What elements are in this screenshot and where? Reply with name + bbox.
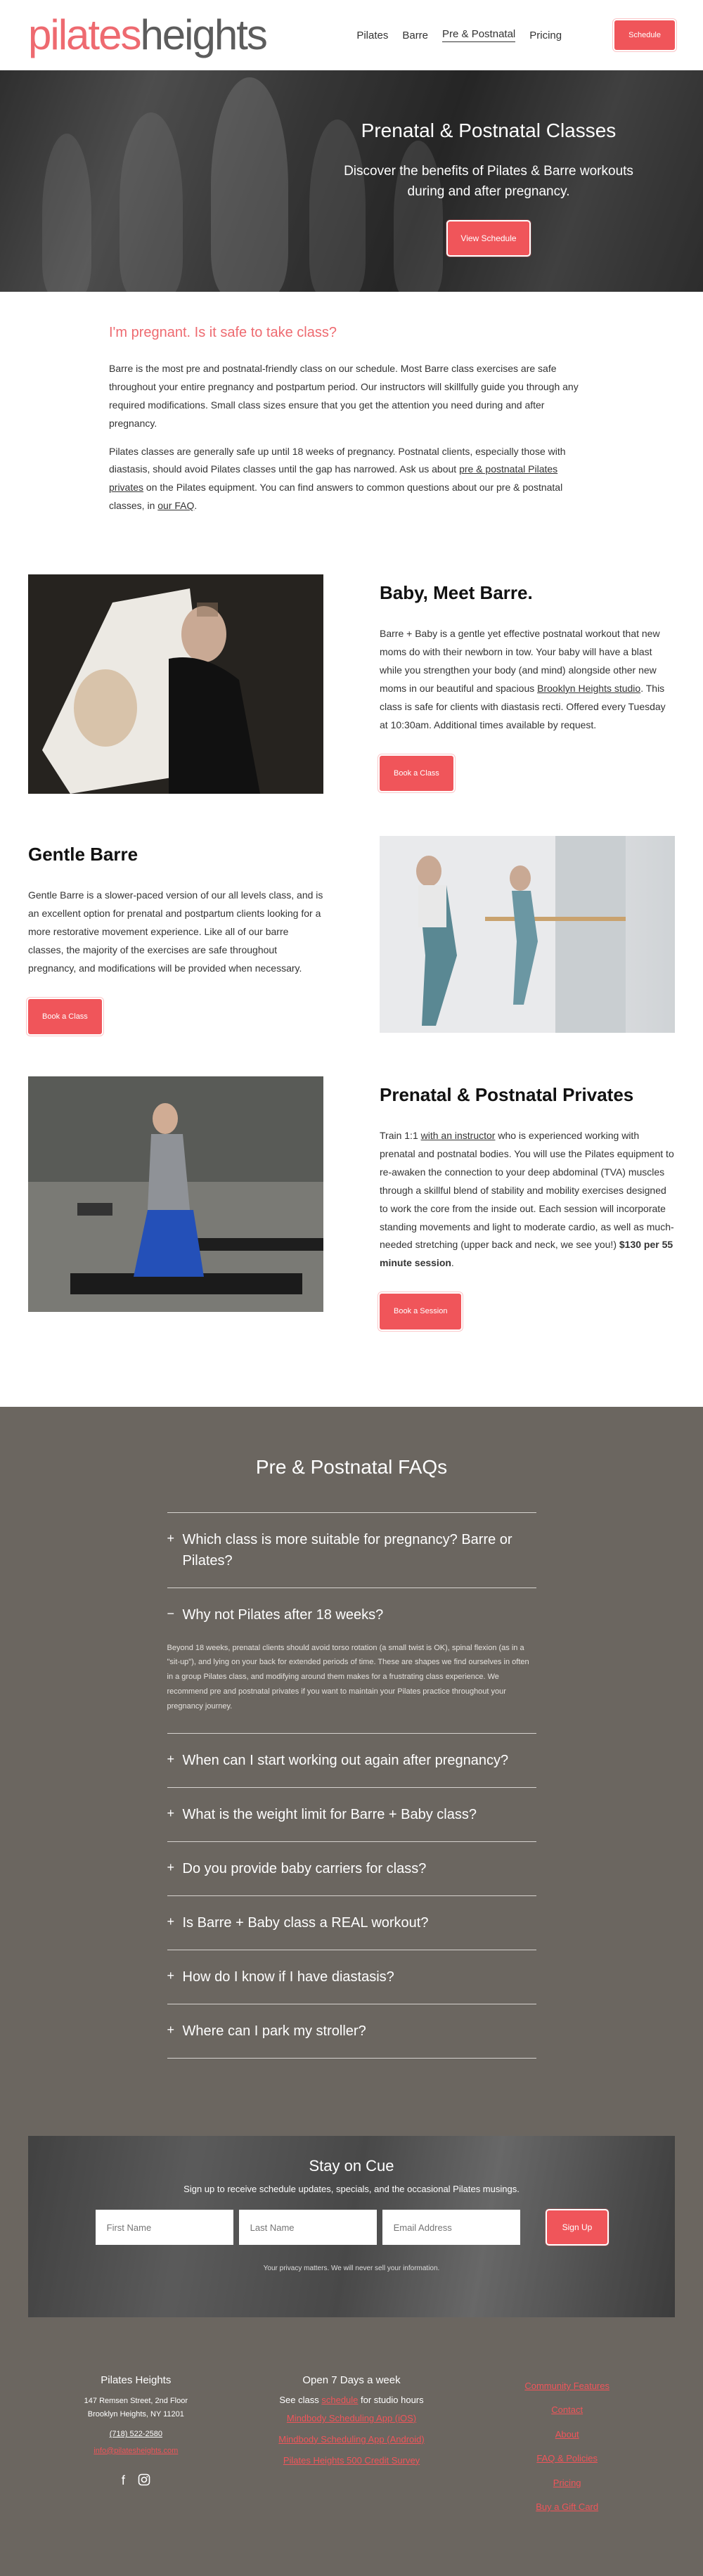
first-name-field[interactable] <box>96 2210 233 2245</box>
gentle-barre-text: Gentle Barre is a slower-paced version of our all levels class, and is an excellent option for prenatal and postpartum clients looking for a more restorative movement experience. Like all of our barre classes, the majority of the exercises are safe throughout pregnancy, and modifications will be provided when necessary. <box>28 889 323 974</box>
instructor-link[interactable]: with an instructor <box>420 1130 496 1142</box>
faq-item[interactable] <box>167 1842 536 1896</box>
faq-question: Do you provide baby carriers for class? <box>182 1861 427 1877</box>
schedule-button[interactable]: Schedule <box>614 20 675 50</box>
nav-pilates[interactable]: Pilates <box>356 29 389 41</box>
facebook-icon[interactable]: f <box>121 2473 125 2487</box>
gentle-barre-photo <box>380 836 675 1033</box>
newsletter-subtitle: Sign up to receive schedule updates, specials, and the occasional Pilates musings. <box>183 2184 520 2195</box>
faq-item[interactable] <box>167 2004 536 2059</box>
footer-contact-link[interactable]: Contact <box>551 2404 583 2416</box>
footer-address-1: 147 Remsen Street, 2nd Floor <box>84 2397 188 2406</box>
book-session-button[interactable]: Book a Session <box>380 1294 461 1329</box>
social-links <box>28 2473 244 2490</box>
book-class-button-baby[interactable]: Book a Class <box>380 756 453 791</box>
footer-faq-link[interactable]: FAQ & Policies <box>536 2453 598 2464</box>
footer-schedule-link[interactable]: schedule <box>321 2395 359 2406</box>
privates-link[interactable]: pre & postnatal Pilates privates <box>109 463 558 494</box>
faq-item[interactable] <box>167 1513 536 1588</box>
footer-community-link[interactable]: Community Features <box>524 2381 610 2392</box>
gentle-barre-title: Gentle Barre <box>28 844 138 865</box>
instagram-icon[interactable] <box>138 2473 150 2490</box>
baby-barre-content <box>380 574 675 791</box>
faq-question: How do I know if I have diastasis? <box>182 1969 394 1985</box>
footer-studio-name: Pilates Heights <box>101 2374 172 2387</box>
hero-content <box>341 120 636 255</box>
faq-item[interactable] <box>167 1734 536 1788</box>
hero-subtitle: Discover the benefits of Pilates & Barre workouts during and after pregnancy. <box>344 164 633 199</box>
privates-price: $130 per 55 minute session <box>380 1239 673 1269</box>
minus-icon: − <box>167 1606 175 1621</box>
faq-question: What is the weight limit for Barre + Baby class? <box>182 1807 477 1823</box>
footer-phone[interactable]: (718) 522-2580 <box>109 2430 162 2439</box>
plus-icon: + <box>167 1914 175 1929</box>
baby-barre-text: Barre + Baby is a gentle yet effective postnatal workout that new moms do with their newborn in tow. Your baby will have a blast while you strengthen your body (and mind) alongside other new moms in our beautiful and spacious Brooklyn Heights studio. This class is safe for clients with diastasis recti. Offered every Tuesday at 10:30am. Additional times available by request. <box>380 628 666 730</box>
footer-gift-card-link[interactable]: Buy a Gift Card <box>536 2501 599 2513</box>
faq-section <box>0 1407 703 2136</box>
main-nav <box>356 20 675 50</box>
faq-item[interactable] <box>167 1950 536 2004</box>
faq-question: Which class is more suitable for pregnancy? Barre or Pilates? <box>182 1531 512 1569</box>
footer-email[interactable]: info@pilatesheights.com <box>93 2446 179 2455</box>
hero-title: Prenatal & Postnatal Classes <box>361 120 617 141</box>
newsletter-title: Stay on Cue <box>309 2157 394 2175</box>
faq-question: When can I start working out again after pregnancy? <box>182 1753 509 1769</box>
privates-title: Prenatal & Postnatal Privates <box>380 1084 634 1106</box>
privates-photo <box>28 1076 323 1312</box>
nav-barre[interactable]: Barre <box>402 29 429 41</box>
faq-item[interactable] <box>167 1896 536 1950</box>
intro-paragraph-2: Pilates classes are generally safe up until 18 weeks of pregnancy. Postnatal clients, especially those with diastasis, should avoid Pilates classes until the gap has narrowed. Ask us about pre & postnatal Pilates privates on the Pilates equipment. You can find answers to common questions about our pre & postnatal classes, in our FAQ. <box>109 445 566 512</box>
faq-link[interactable]: our FAQ <box>157 500 195 512</box>
view-schedule-button[interactable]: View Schedule <box>448 221 529 255</box>
gentle-barre-content <box>28 836 323 1034</box>
plus-icon: + <box>167 1531 175 1545</box>
privacy-note: Your privacy matters. We will never sell your information. <box>263 2265 440 2273</box>
plus-icon: + <box>167 1752 175 1767</box>
logo[interactable] <box>28 11 266 58</box>
intro-section <box>0 292 703 574</box>
hero-banner <box>0 70 703 292</box>
site-footer <box>0 2345 703 2576</box>
footer-pricing-link[interactable]: Pricing <box>553 2477 581 2488</box>
footer-app-ios-link[interactable]: Mindbody Scheduling App (iOS) <box>286 2413 417 2424</box>
nav-pricing[interactable]: Pricing <box>529 29 562 41</box>
plus-icon: + <box>167 2023 175 2037</box>
book-class-button-gentle[interactable]: Book a Class <box>28 999 102 1034</box>
footer-survey-link[interactable]: Pilates Heights 500 Credit Survey <box>283 2454 420 2466</box>
footer-hours-text: See class schedule for studio hours <box>279 2395 424 2406</box>
newsletter-form <box>28 2210 675 2245</box>
faq-item-expanded[interactable] <box>167 1588 536 1734</box>
plus-icon: + <box>167 1969 175 1983</box>
footer-hours-title: Open 7 Days a week <box>302 2374 401 2387</box>
logo-pilates: pilates <box>28 11 141 58</box>
email-field[interactable] <box>382 2210 520 2245</box>
faq-title: Pre & Postnatal FAQs <box>255 1455 448 1478</box>
privates-content <box>380 1076 675 1329</box>
site-header <box>0 0 703 70</box>
faq-question: Why not Pilates after 18 weeks? <box>182 1606 384 1623</box>
privates-text: Train 1:1 with an instructor who is experienced working with prenatal and postnatal bodies. You will use the Pilates equipment to re-awaken the connection to your deep abdominal (TVA) muscles through a skillful blend of stability and mobility exercises designed to work the core from the inside out. Each session will incorporate standing movements and light to moderate cardio, as well as much-needed stretching (upper back and neck, we see you!) $130 per 55 minute session. <box>380 1130 674 1269</box>
nav-pre-postnatal[interactable]: Pre & Postnatal <box>442 28 515 42</box>
footer-about-link[interactable]: About <box>555 2428 579 2440</box>
gentle-barre-section <box>0 836 703 1034</box>
baby-barre-section <box>0 574 703 794</box>
plus-icon: + <box>167 1806 175 1821</box>
last-name-field[interactable] <box>239 2210 377 2245</box>
baby-barre-photo <box>28 574 323 794</box>
faq-answer: Beyond 18 weeks, prenatal clients should avoid torso rotation (a small twist is OK), spinal flexion (as in a "sit-up"), and lying on your back for extended periods of time. These are shapes we find ourselves in often in a group Pilates class, and modifying around them makes for a frustrating class experience. We recommend pre and postnatal privates if you want to maintain your Pilates practice throughout your pregnancy journey. <box>167 1643 529 1711</box>
faq-question: Is Barre + Baby class a REAL workout? <box>182 1915 429 1931</box>
faq-item[interactable] <box>167 1788 536 1842</box>
footer-app-android-link[interactable]: Mindbody Scheduling App (Android) <box>278 2433 425 2445</box>
plus-icon: + <box>167 1860 175 1875</box>
footer-contact <box>28 2346 244 2520</box>
baby-barre-title: Baby, Meet Barre. <box>380 582 533 604</box>
faq-question: Where can I park my stroller? <box>182 2023 366 2040</box>
footer-links <box>459 2346 675 2520</box>
logo-heights: heights <box>140 11 266 58</box>
intro-paragraph-1: Barre is the most pre and postnatal-friendly class on our schedule. Most Barre class exercises are safe throughout your entire pregnancy and postpartum period. Our instructors will skillfully guide you through any required modifications. Small class sizes ensure that you get the attention you need during and after pregnancy. <box>109 363 579 429</box>
privates-section <box>0 1076 703 1329</box>
sign-up-button[interactable]: Sign Up <box>547 2210 608 2244</box>
faq-accordion <box>167 1512 536 2059</box>
footer-hours <box>244 2346 460 2520</box>
studio-link[interactable]: Brooklyn Heights studio <box>537 682 641 694</box>
intro-heading: I'm pregnant. Is it safe to take class? <box>109 325 337 340</box>
newsletter-section <box>28 2136 675 2317</box>
footer-address-2: Brooklyn Heights, NY 11201 <box>87 2409 184 2419</box>
